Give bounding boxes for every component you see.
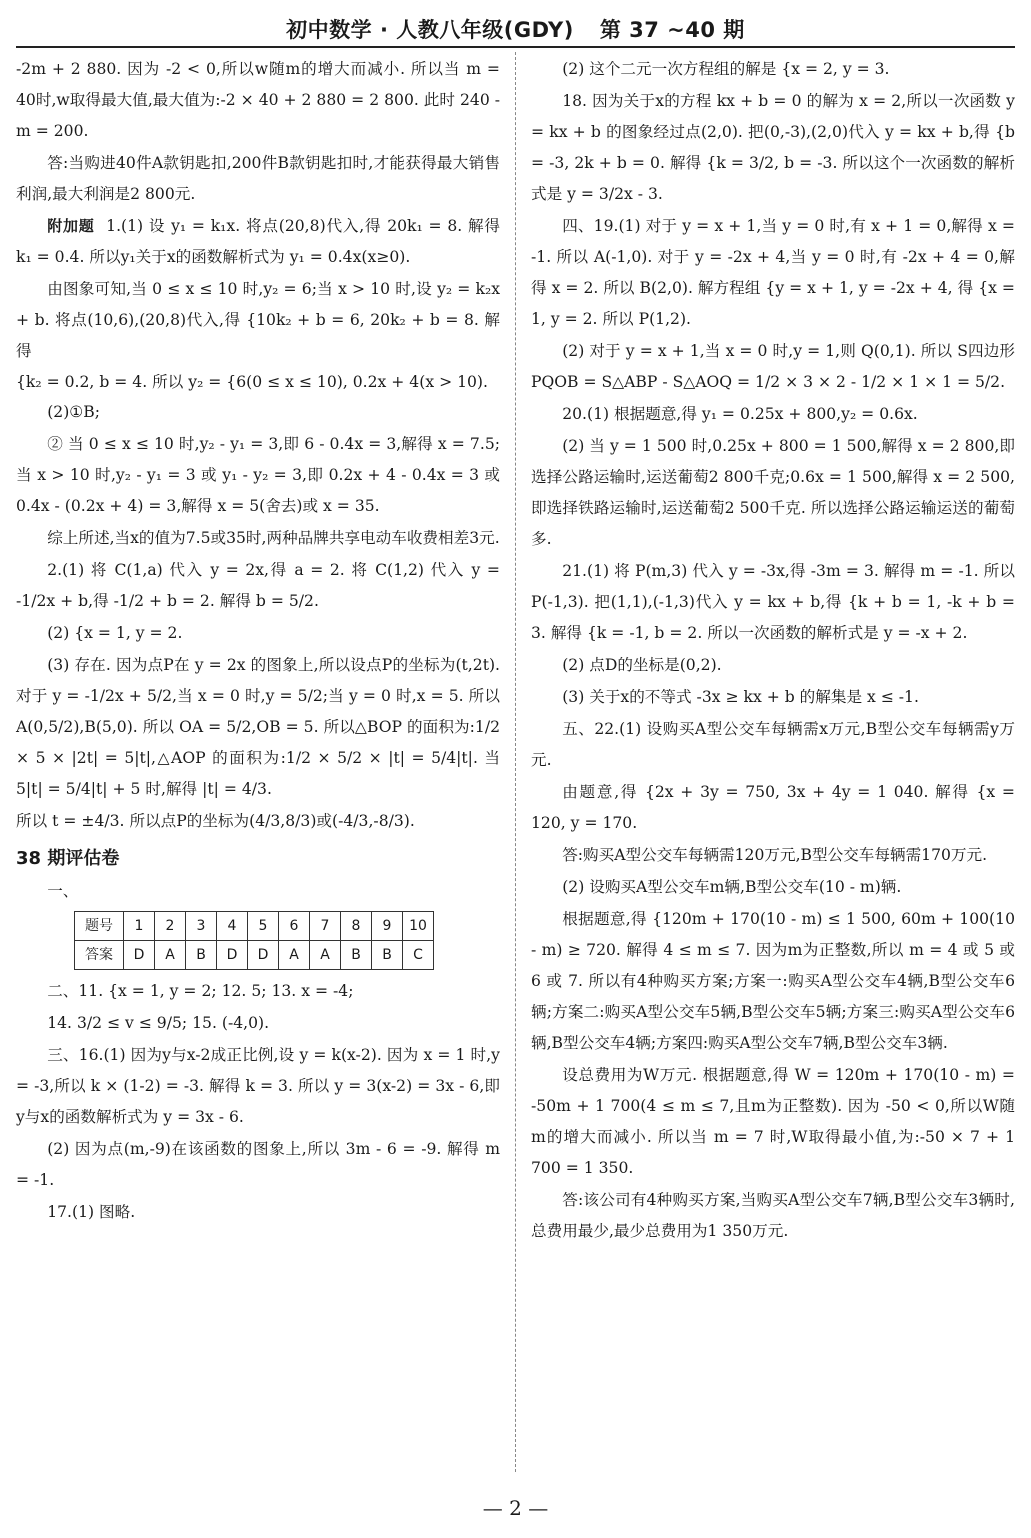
table-cell: 7 bbox=[310, 912, 341, 941]
section-one-label: 一、 bbox=[47, 882, 79, 900]
paragraph: (2) 设购买A型公交车m辆,B型公交车(10 - m)辆. bbox=[562, 878, 902, 896]
paragraph: 根据题意,得 {120m + 170(10 - m) ≤ 1 500, 60m + 100(10 - m) ≥ 720. 解得 4 ≤ m ≤ 7. 因为m为正整数,所以 m = 4 或 5 或 6 或 7. 所以有4种购买方案;方案一:购买A型公交车4辆,B型公交车6辆;方案二:购买A型公交车5辆,B型公交车5辆;方案三:购买A型公交车6辆,B型公交车4辆;方案四:购买A型公交车7辆,B型公交车3辆. bbox=[531, 910, 1015, 1052]
paragraph: 20.(1) 根据题意,得 y₁ = 0.25x + 800,y₂ = 0.6x. bbox=[562, 405, 918, 423]
paragraph: 四、19.(1) 对于 y = x + 1,当 y = 0 时,有 x + 1 = 0,解得 x = -1. 所以 A(-1,0). 对于 y = -2x + 4,当 y = 0 时,有 -2x + 4 = 0,解得 x = 2. 所以 B(2,0). 解方程组 {y = x + 1, y = -2x + 4, 得 {x = 1, y = 2. 所以 P(1,2). bbox=[531, 217, 1015, 328]
paragraph: 五、22.(1) 设购买A型公交车每辆需x万元,B型公交车每辆需y万元. bbox=[531, 720, 1015, 769]
paragraph: 综上所述,当x的值为7.5或35时,两种品牌共享电动车收费相差3元. bbox=[47, 529, 500, 547]
table-cell: 6 bbox=[279, 912, 310, 941]
paragraph: 设总费用为W万元. 根据题意,得 W = 120m + 170(10 - m) = -50m + 1 700(4 ≤ m ≤ 7,且m为正整数). 因为 -50 < 0,所以W随m的增大而减小. 所以当 m = 7 时,W取得最小值,为:-50 × 7 + 1 700 = 1 350. bbox=[531, 1066, 1015, 1177]
column-divider bbox=[515, 52, 516, 1472]
table-cell: 1 bbox=[124, 912, 155, 941]
paragraph: (2) 因为点(m,-9)在该函数的图象上,所以 3m - 6 = -9. 解得 m = -1. bbox=[16, 1140, 500, 1189]
paragraph: (2) 当 y = 1 500 时,0.25x + 800 = 1 500,解得 x = 2 800,即选择公路运输时,运送葡萄2 800千克;0.6x = 1 500,解得 x = 2 500,即选择铁路运输时,运送葡萄2 500千克. 所以选择公路运输运送的葡萄多. bbox=[531, 437, 1015, 548]
answer-paragraph: 答:该公司有4种购买方案,当购买A型公交车7辆,B型公交车3辆时,总费用最少,最少总费用为1 350万元. bbox=[531, 1191, 1015, 1240]
table-cell: 5 bbox=[248, 912, 279, 941]
table-cell: A bbox=[279, 941, 310, 970]
table-cell: D bbox=[248, 941, 279, 970]
bonus-paragraph bbox=[16, 211, 500, 273]
paragraph: 14. 3/2 ≤ v ≤ 9/5; 15. (-4,0). bbox=[47, 1014, 270, 1032]
paragraph: 2.(1) 将 C(1,a) 代入 y = 2x,得 a = 2. 将 C(1,2) 代入 y = -1/2x + b,得 -1/2 + b = 2. 解得 b = 5/2. bbox=[16, 561, 500, 610]
table-cell: 10 bbox=[403, 912, 434, 941]
page-header bbox=[0, 14, 1031, 44]
table-cell: B bbox=[186, 941, 217, 970]
table-cell: B bbox=[341, 941, 372, 970]
paragraph: 二、11. {x = 1, y = 2; 12. 5; 13. x = -4; bbox=[47, 982, 354, 1000]
bonus-label: 附加题 bbox=[47, 217, 95, 235]
paragraph: (2) 点D的坐标是(0,2). bbox=[562, 656, 722, 674]
paragraph: 三、16.(1) 因为y与x-2成正比例,设 y = k(x-2). 因为 x = 1 时,y = -3,所以 k × (1-2) = -3. 解得 k = 3. 所以 y = 3(x-2) = 3x - 6,即y与x的函数解析式为 y = 3x - 6. bbox=[16, 1046, 500, 1126]
paragraph: (2) {x = 1, y = 2. bbox=[47, 624, 183, 642]
table-row bbox=[75, 912, 434, 941]
table-cell: D bbox=[217, 941, 248, 970]
answer-paragraph: 答:当购进40件A款钥匙扣,200件B款钥匙扣时,才能获得最大销售利润,最大利润是2 800元. bbox=[16, 154, 500, 203]
paragraph: (2) 对于 y = x + 1,当 x = 0 时,y = 1,则 Q(0,1). 所以 S四边形PQOB = S△ABP - S△AOQ = 1/2 × 3 × 2 - 1/2 × 1 × 1 = 5/2. bbox=[531, 342, 1015, 391]
header-issue: 第 37 ~40 期 bbox=[599, 18, 745, 42]
table-cell: 2 bbox=[155, 912, 186, 941]
left-column bbox=[16, 54, 500, 1229]
paragraph: (2)①B; bbox=[47, 403, 100, 421]
paragraph: 由图象可知,当 0 ≤ x ≤ 10 时,y₂ = 6;当 x > 10 时,设 y₂ = k₂x + b. 将点(10,6),(20,8)代入,得 {10k₂ + b = 6, 20k₂ + b = 8. 解得 bbox=[16, 280, 500, 360]
table-cell: 8 bbox=[341, 912, 372, 941]
table-cell: C bbox=[403, 941, 434, 970]
paragraph: -2m + 2 880. 因为 -2 < 0,所以w随m的增大而减小. 所以当 m = 40时,w取得最大值,最大值为:-2 × 40 + 2 880 = 2 800. 此时 240 - m = 200. bbox=[16, 60, 500, 140]
table-cell: B bbox=[372, 941, 403, 970]
table-cell: D bbox=[124, 941, 155, 970]
paragraph: 21.(1) 将 P(m,3) 代入 y = -3x,得 -3m = 3. 解得 m = -1. 所以 P(-1,3). 把(1,1),(-1,3)代入 y = kx + b,得 {k + b = 1, -k + b = 3. 解得 {k = -1, b = 2. 所以一次函数的解析式是 y = -x + 2. bbox=[531, 562, 1015, 642]
table-row bbox=[75, 941, 434, 970]
paragraph: 所以 t = ±4/3. 所以点P的坐标为(4/3,8/3)或(-4/3,-8/3). bbox=[16, 812, 415, 830]
right-column bbox=[531, 54, 1015, 1248]
table-header-cell: 题号 bbox=[75, 912, 124, 941]
paragraph: 由题意,得 {2x + 3y = 750, 3x + 4y = 1 040. 解得 {x = 120, y = 170. bbox=[531, 783, 1015, 832]
table-cell: A bbox=[310, 941, 341, 970]
paragraph: 17.(1) 图略. bbox=[47, 1203, 136, 1221]
answer-paragraph: 答:购买A型公交车每辆需120万元,B型公交车每辆需170万元. bbox=[562, 846, 988, 864]
header-title: 初中数学 · 人教八年级(GDY) bbox=[286, 18, 574, 42]
paragraph: ② 当 0 ≤ x ≤ 10 时,y₂ - y₁ = 3,即 6 - 0.4x = 3,解得 x = 7.5;当 x > 10 时,y₂ - y₁ = 3 或 y₁ - y₂ = 3,即 0.2x + 4 - 0.4x = 3 或 0.4x - (0.2x + 4) = 3,解得 x = 5(舍去)或 x = 35. bbox=[16, 435, 500, 515]
paragraph: (3) 存在. 因为点P在 y = 2x 的图象上,所以设点P的坐标为(t,2t). 对于 y = -1/2x + 5/2,当 x = 0 时,y = 5/2;当 y = 0 时,x = 5. 所以 A(0,5/2),B(5,0). 所以 OA = 5/2,OB = 5. 所以△BOP 的面积为:1/2 × 5 × |2t| = 5|t|,△AOP 的面积为:1/2 × 5/2 × |t| = 5/4|t|. 当 5|t| = 5/4|t| + 5 时,解得 |t| = 4/3. bbox=[16, 656, 500, 798]
answer-table bbox=[74, 911, 434, 970]
paragraph: (3) 关于x的不等式 -3x ≥ kx + b 的解集是 x ≤ -1. bbox=[562, 688, 919, 706]
page-number: — 2 — bbox=[482, 1496, 549, 1520]
paragraph: 18. 因为关于x的方程 kx + b = 0 的解为 x = 2,所以一次函数 y = kx + b 的图象经过点(2,0). 把(0,-3),(2,0)代入 y = kx + b,得 {b = -3, 2k + b = 0. 解得 {k = 3/2, b = -3. 所以这个一次函数的解析式是 y = 3/2x - 3. bbox=[531, 92, 1015, 203]
bonus-text: 1.(1) 设 y₁ = k₁x. 将点(20,8)代入,得 20k₁ = 8. 解得 k₁ = 0.4. 所以y₁关于x的函数解析式为 y₁ = 0.4x(x≥0). bbox=[16, 217, 500, 266]
paragraph: (2) 这个二元一次方程组的解是 {x = 2, y = 3. bbox=[562, 60, 890, 78]
table-cell: 3 bbox=[186, 912, 217, 941]
section-title: 38 期评估卷 bbox=[16, 848, 120, 869]
header-rule bbox=[16, 46, 1015, 48]
paragraph: {k₂ = 0.2, b = 4. 所以 y₂ = {6(0 ≤ x ≤ 10), 0.2x + 4(x > 10). bbox=[16, 373, 488, 391]
table-cell: A bbox=[155, 941, 186, 970]
table-cell: 9 bbox=[372, 912, 403, 941]
table-header-cell: 答案 bbox=[75, 941, 124, 970]
table-cell: 4 bbox=[217, 912, 248, 941]
